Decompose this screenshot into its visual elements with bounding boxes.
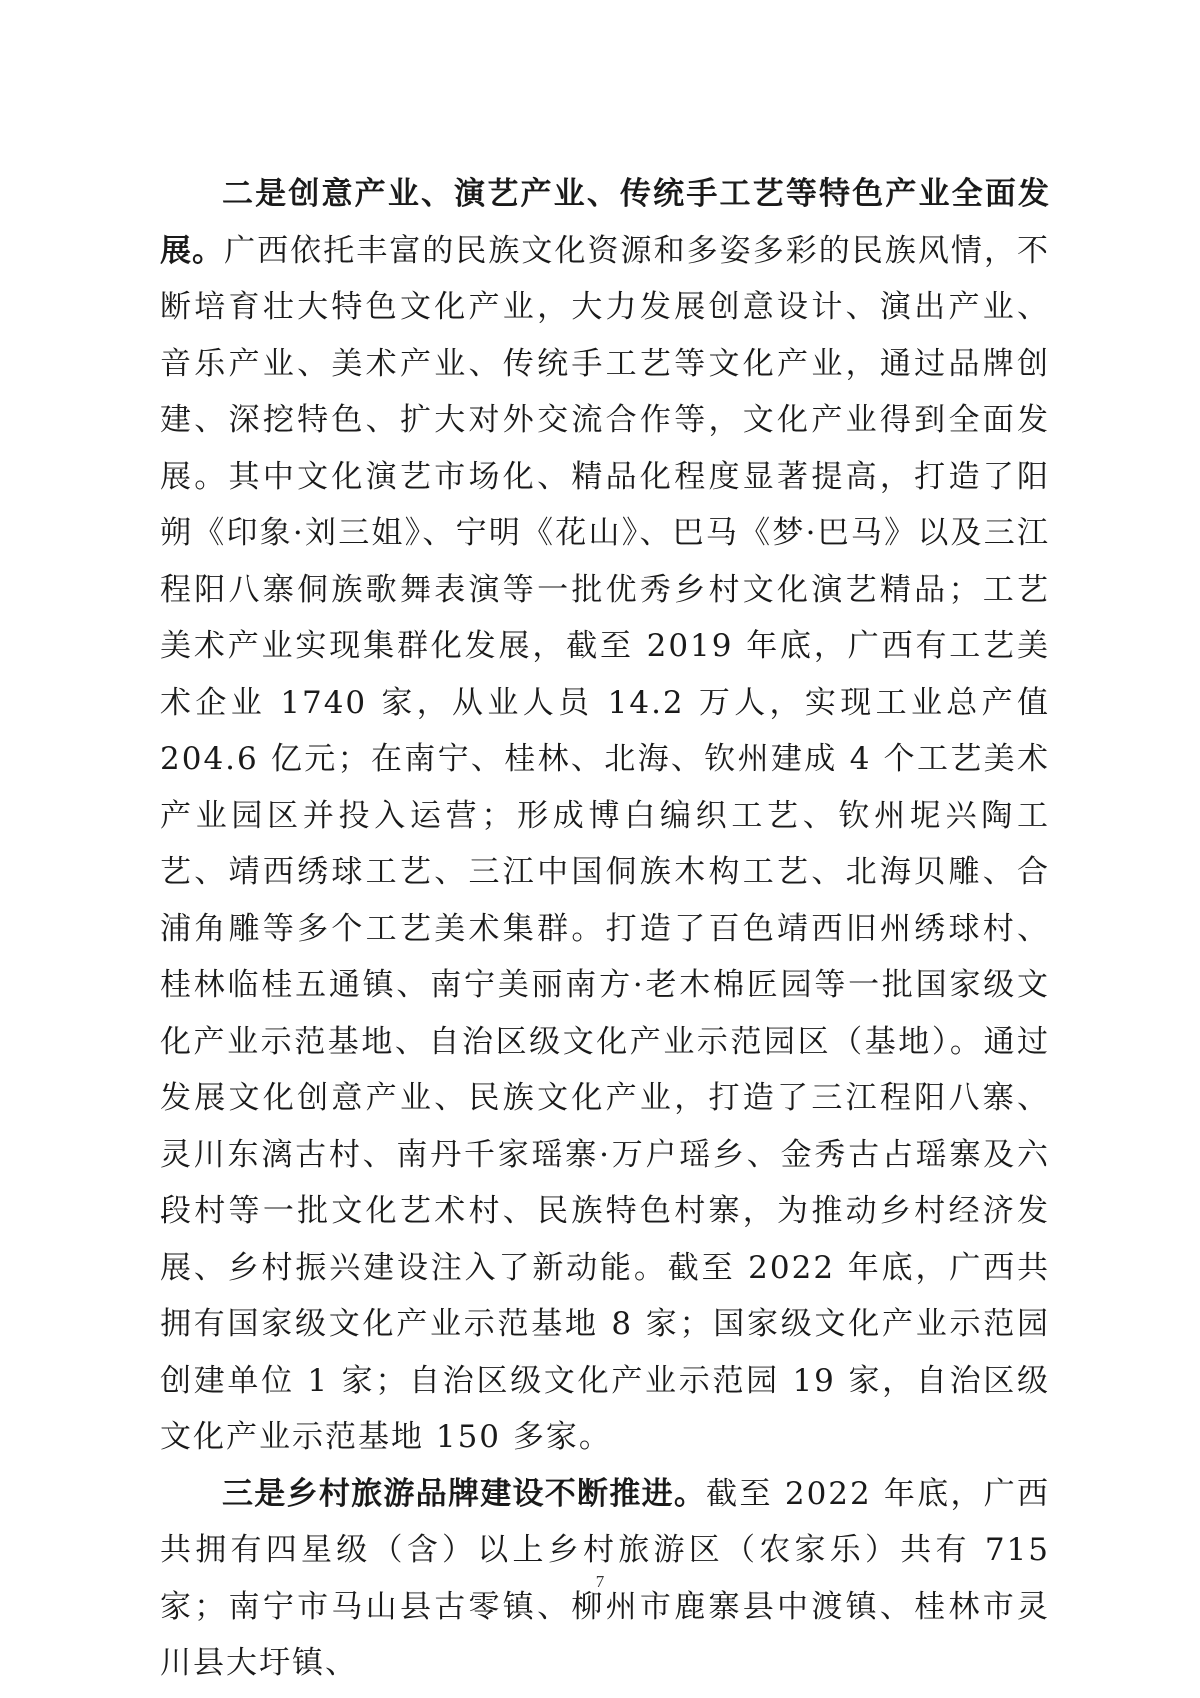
body-text: [160, 166, 1050, 1692]
paragraph-body: 广西依托丰富的民族文化资源和多姿多彩的民族风情，不断培育壮大特色文化产业，大力发展创意设计、演出产业、音乐产业、美术产业、传统手工艺等文化产业，通过品牌创建、深挖特色、扩大对外交流合作等，文化产业得到全面发展。其中文化演艺市场化、精品化程度显著提高，打造了阳朔《印象·刘三姐》、宁明《花山》、巴马《梦·巴马》以及三江程阳八寨侗族歌舞表演等一批优秀乡村文化演艺精品；工艺美术产业实现集群化发展，截至 2019 年底，广西有工艺美术企业 1740 家，从业人员 14.2 万人，实现工业总产值 204.6 亿元；在南宁、桂林、北海、钦州建成 4 个工艺美术产业园区并投入运营；形成博白编织工艺、钦州坭兴陶工艺、靖西绣球工艺、三江中国侗族木构工艺、北海贝雕、合浦角雕等多个工艺美术集群。打造了百色靖西旧州绣球村、桂林临桂五通镇、南宁美丽南方·老木棉匠园等一批国家级文化产业示范基地、自治区级文化产业示范园区（基地）。通过发展文化创意产业、民族文化产业，打造了三江程阳八寨、灵川东漓古村、南丹千家瑶寨·万户瑶乡、金秀古占瑶寨及六段村等一批文化艺术村、民族特色村寨，为推动乡村经济发展、乡村振兴建设注入了新动能。截至 2022 年底，广西共拥有国家级文化产业示范基地 8 家；国家级文化产业示范园创建单位 1 家；自治区级文化产业示范园 19 家，自治区级文化产业示范基地 150 多家。: [160, 232, 1050, 1455]
page-number: 7: [595, 1572, 605, 1591]
paragraph-lead-heading: 三是乡村旅游品牌建设不断推进。: [222, 1475, 707, 1512]
paragraph-lead-heading: 二是创意产业、演艺产业、传统手工艺等特色产业全面发展。: [160, 176, 1050, 269]
paragraph-body: 截至 2022 年底，广西共拥有四星级（含）以上乡村旅游区（农家乐）共有 715 家；南宁市马山县古零镇、柳州市鹿寨县中渡镇、桂林市灵川县大圩镇、: [160, 1475, 1050, 1681]
paragraph-specialty-industries: [160, 166, 1050, 1466]
